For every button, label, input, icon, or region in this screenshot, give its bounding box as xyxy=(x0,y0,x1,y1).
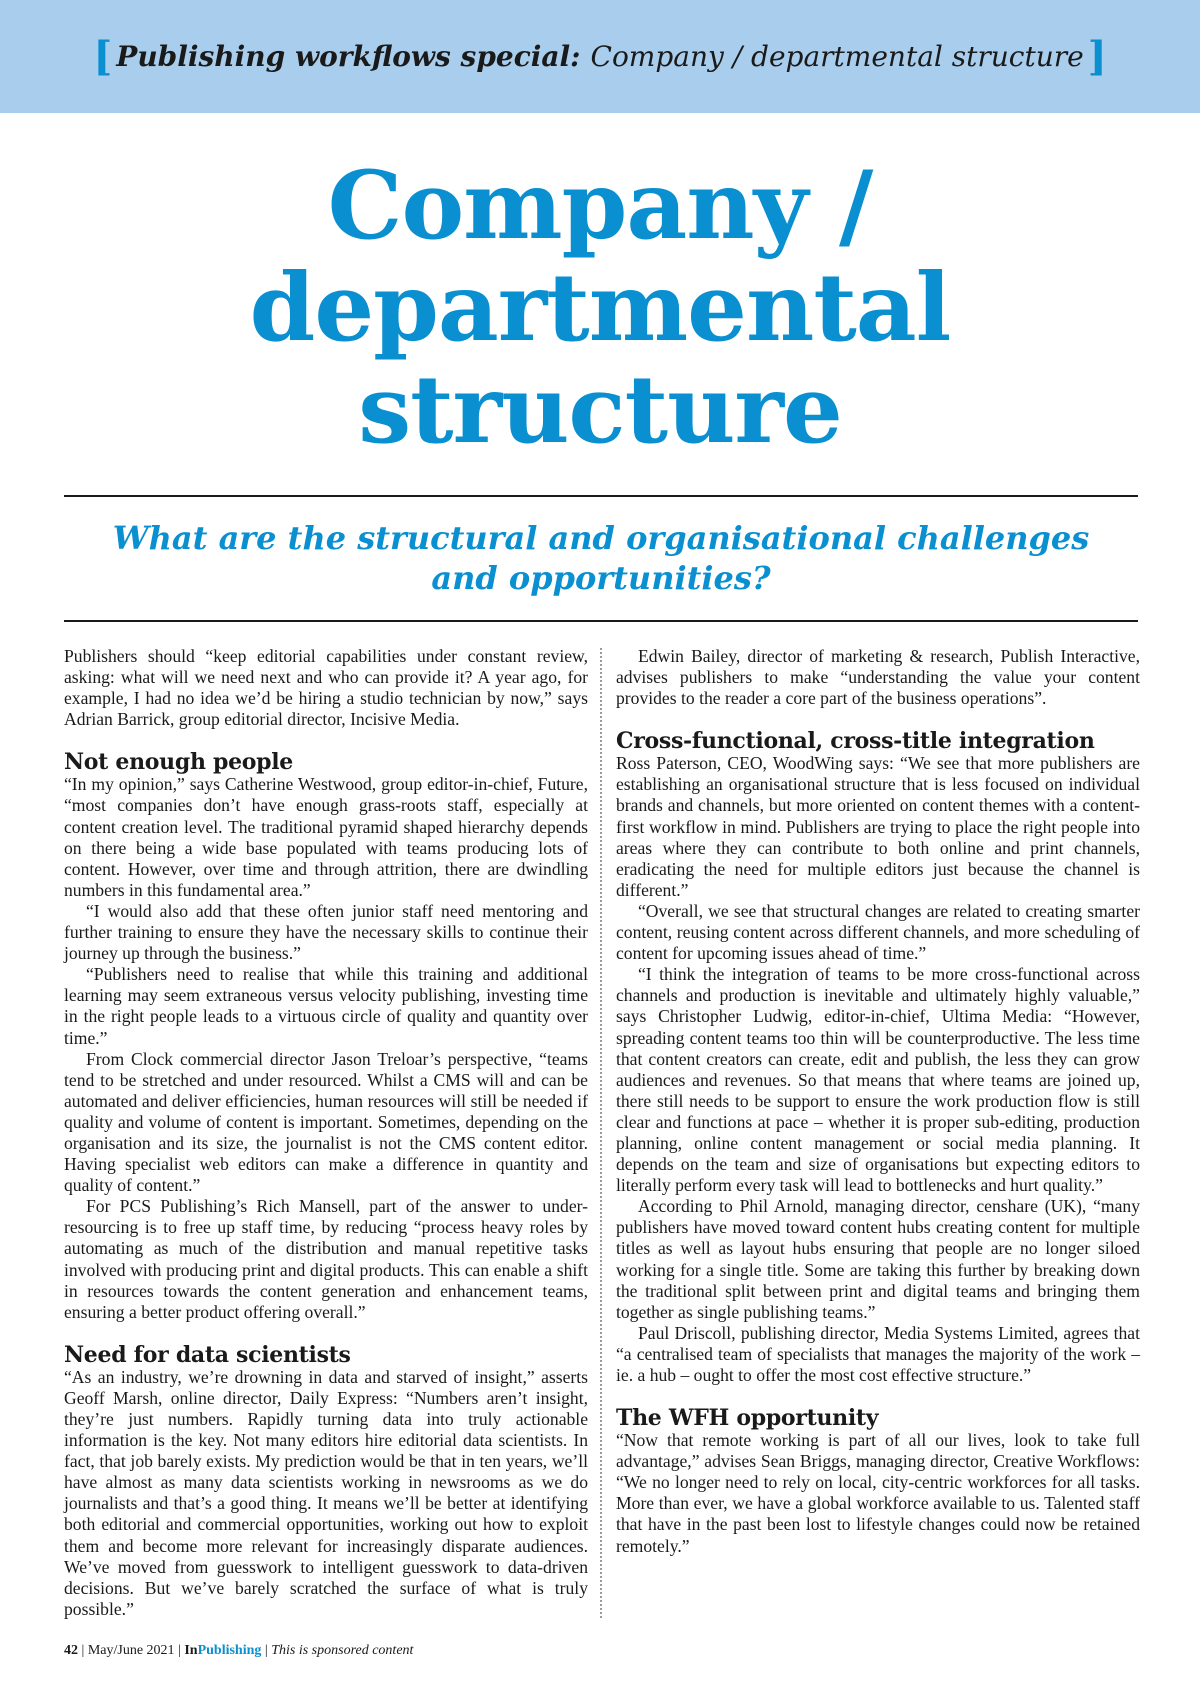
section-banner xyxy=(0,0,1200,113)
article-headline xyxy=(0,151,1200,465)
headline-line-2: departmental xyxy=(249,253,951,363)
headline-line-1: Company / xyxy=(327,151,873,261)
page-footer xyxy=(64,1643,413,1659)
bottom-rule xyxy=(64,620,1138,622)
heading-cross-functional: Cross-functional, cross-title integration xyxy=(616,728,1095,755)
column-divider xyxy=(600,648,602,1618)
brand-publishing: Publishing xyxy=(197,1643,262,1658)
banner-series-title: Publishing workflows special: xyxy=(116,40,581,73)
heading-not-enough-people: Not enough people xyxy=(64,749,293,776)
left-column xyxy=(64,646,588,1620)
brand-in: In xyxy=(184,1643,198,1658)
body-paragraph: “Now that remote working is part of all our lives, look to take full advantage,” advises Sean Briggs, managing director, Creative Workflows: “We no longer need to rely on local, city-centric workforces for all tasks. More than ever, we have a global workforce available to us. Talented staff that have in the past been lost to lifestyle changes could now be retained remotely.” xyxy=(616,1430,1140,1556)
heading-wfh-opportunity: The WFH opportunity xyxy=(616,1405,879,1432)
body-paragraph: “Overall, we see that structural changes are related to creating smarter content, reusing content across different channels, and more scheduling of content for upcoming issues ahead of time.” xyxy=(616,900,1140,964)
heading-data-scientists: Need for data scientists xyxy=(64,1341,351,1368)
right-intro-paragraph: Edwin Bailey, director of marketing & research, Publish Interactive, advises publishers to make “understanding the value your content provides to the reader a core part of the business operations”. xyxy=(616,646,1140,709)
top-rule xyxy=(64,495,1138,497)
left-intro-paragraph: Publishers should “keep editorial capabilities under constant review, asking: what will we need next and who can provide it? A year ago, for example, I had no idea we’d be hiring a studio technician by now,” says Adrian Barrick, group editorial director, Incisive Media. xyxy=(64,646,588,730)
footer-separator: | xyxy=(264,1643,268,1658)
body-paragraph: For PCS Publishing’s Rich Mansell, part of the answer to under-resourcing is to free up staff time, by reducing “process heavy roles by automating as much of the distribution and manual repetitive tasks involved with producing print and digital products. This can enable a shift in resources towards the content generation and enhancement teams, ensuring a better product offering overall.” xyxy=(64,1196,588,1322)
headline-line-3: structure xyxy=(358,355,842,465)
footer-separator: | xyxy=(178,1643,181,1658)
body-paragraph: “Publishers need to realise that while this training and additional learning may seem extraneous versus velocity publishing, investing time in the right people leads to a virtuous circle of quality and quantity over time.” xyxy=(64,964,588,1048)
body-paragraph: Paul Driscoll, publishing director, Media Systems Limited, agrees that “a centralised team of specialists that manages the majority of the work – ie. a hub – ought to offer the most cost effective structure.” xyxy=(616,1322,1140,1385)
sponsored-note: This is sponsored content xyxy=(271,1643,414,1658)
standfirst-line-2: and opportunities? xyxy=(431,559,771,597)
body-paragraph: Ross Paterson, CEO, WoodWing says: “We see that more publishers are establishing an organisational structure that is less focused on individual brands and channels, but more oriented on content themes with a content-first workflow in mind. Publishers are trying to place the right people into areas where they can contribute to both online and print channels, eradicating the need for multiple editors just because the channel is different.” xyxy=(616,753,1140,900)
body-paragraph: “I think the integration of teams to be more cross-functional across channels and production is inevitable and ultimately highly valuable,” says Christopher Ludwig, editor-in-chief, Ultima Media: “However, spreading content teams too thin will be counterproductive. The less time that content creators can create, edit and publish, the less they can grow audiences and revenues. So that means that where teams are joined up, there still needs to be support to ensure the work production flow is still clear and functions at pace – whether it is proper sub-editing, production planning, online content management or social media planning. It depends on the team and size of organisations but expecting editors to literally perform every task will lead to bottlenecks and hurt quality.” xyxy=(616,964,1140,1196)
body-paragraph: From Clock commercial director Jason Treloar’s perspective, “teams tend to be stretched and under resourced. Whilst a CMS will and can be automated and deliver efficiencies, human resources will still be needed if quality and volume of content is important. Sometimes, depending on the organisation and its size, the journalist is not the CMS content editor. Having specialist web editors can make a difference in quantity and quality of content.” xyxy=(64,1048,588,1196)
body-paragraph: According to Phil Arnold, managing director, censhare (UK), “many publishers have moved toward content hubs creating content for multiple titles as well as layout hubs ensuring that people are no longer siloed working for a single title. Some are taking this further by breaking down the traditional split between print and digital teams and bringing them together as single publishing teams.” xyxy=(616,1196,1140,1322)
footer-separator: | xyxy=(81,1643,85,1658)
magazine-brand xyxy=(184,1643,261,1658)
banner-topic: Company / departmental structure xyxy=(590,40,1084,73)
issue-date: May/June 2021 xyxy=(87,1643,175,1658)
banner-open-bracket: [ xyxy=(93,33,113,80)
body-paragraph: “In my opinion,” says Catherine Westwood, group editor-in-chief, Future, “most companies don’t have enough grass-roots staff, especially at content creation level. The traditional pyramid shaped hierarchy depends on there being a wide base populated with teams producing lots of content. However, over time and through attrition, there are dwindling numbers in this fundamental area.” xyxy=(64,774,588,900)
standfirst xyxy=(64,518,1138,598)
body-paragraph: “As an industry, we’re drowning in data and starved of insight,” asserts Geoff Marsh, online director, Daily Express: “Numbers aren’t insight, they’re just numbers. Rapidly turning data into truly actionable information is the key. Not many editors hire editorial data scientists. In fact, that job barely exists. My prediction would be that in ten years, we’ll have almost as many data scientists working in newsrooms as we do journalists and that’s a good thing. It means we’ll be better at identifying both editorial and commercial opportunities, working out how to exploit them and become more relevant for increasingly disparate audiences. We’ve moved from guesswork to intelligent guesswork to data-driven decisions. But we’ve barely scratched the surface of what is truly possible.” xyxy=(64,1366,588,1619)
standfirst-line-1: What are the structural and organisational challenges xyxy=(112,519,1090,557)
right-column xyxy=(616,646,1140,1557)
banner-close-bracket: ] xyxy=(1087,33,1107,80)
body-paragraph: “I would also add that these often junior staff need mentoring and further training to ensure they have the necessary skills to continue their journey up through the business.” xyxy=(64,900,588,964)
page-number: 42 xyxy=(64,1643,78,1658)
